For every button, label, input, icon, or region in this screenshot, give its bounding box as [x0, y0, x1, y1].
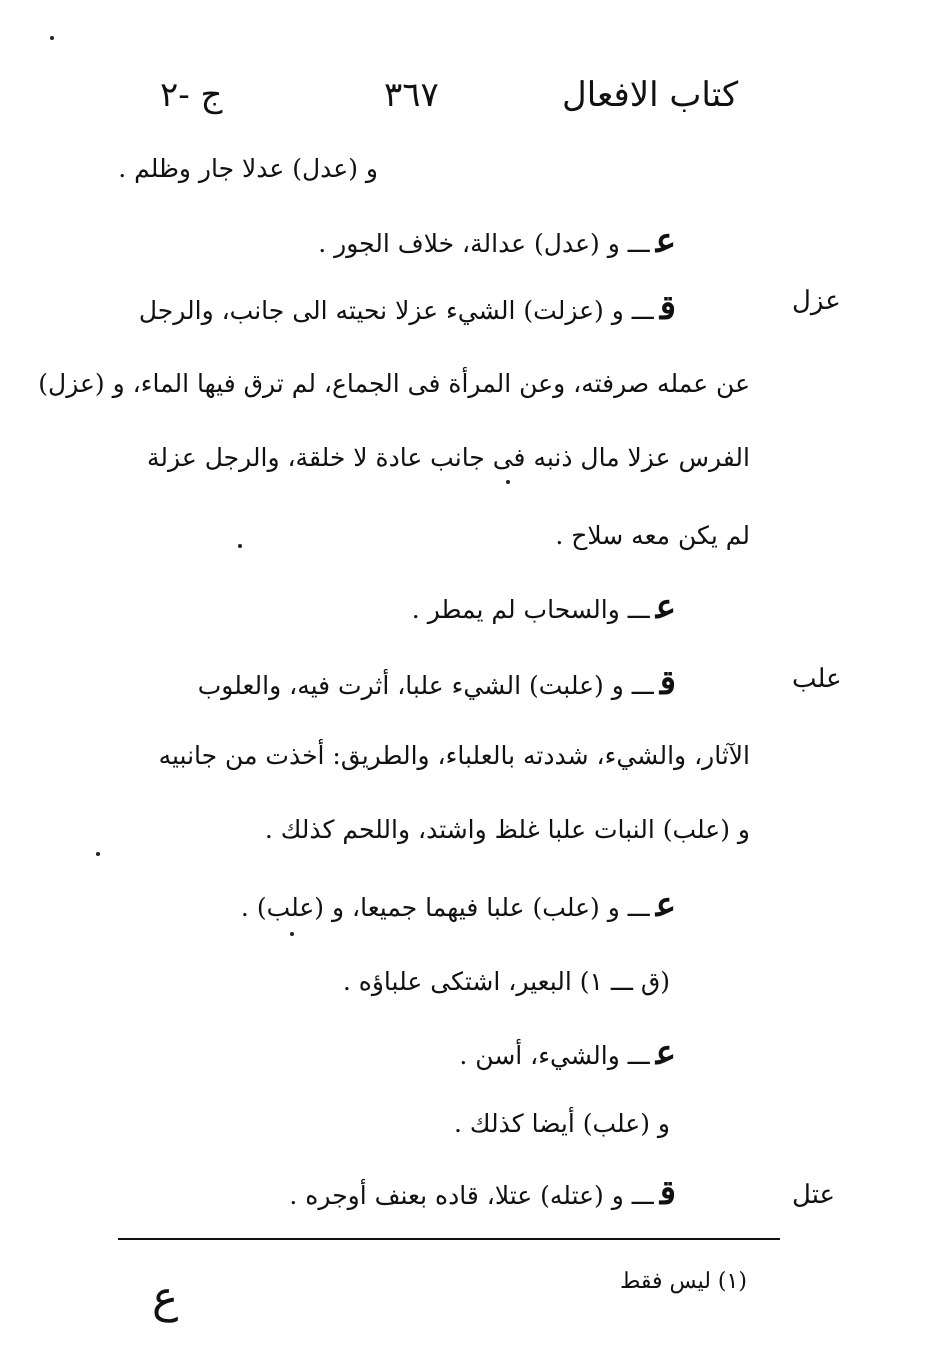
page-number: ٣٦٧: [384, 75, 439, 115]
scan-speck: [50, 36, 54, 40]
text-line: [318, 218, 676, 267]
signature-letter: ع: [152, 1272, 179, 1323]
line-text: ـــ و (علب) علبا فيهما جميعا، و (علب) .: [240, 893, 650, 922]
entry-mark: ع: [655, 885, 676, 925]
entry-mark: ع: [655, 221, 676, 261]
text-line: [555, 510, 756, 559]
text-line: [198, 660, 676, 709]
scan-speck: [290, 932, 294, 936]
line-text: ـــ و (عتله) عتلا، قاده بعنف أوجره .: [289, 1181, 654, 1210]
scan-speck: [238, 544, 242, 548]
line-text: لم يكن معه سلاح .: [555, 521, 750, 550]
text-line: [289, 1170, 676, 1219]
volume-label: ج -٢: [160, 75, 223, 115]
line-text: ـــ والسحاب لم يمطر .: [411, 595, 650, 624]
text-line: [454, 1098, 676, 1147]
text-line: [139, 285, 676, 334]
line-text: و (علب) أيضا كذلك .: [454, 1109, 670, 1138]
entry-mark: ق: [659, 663, 676, 703]
entry-mark: ع: [655, 1033, 676, 1073]
book-title: كتاب الافعال: [562, 75, 739, 115]
line-text: عن عمله صرفته، وعن المرأة فى الجماع، لم ترق فيها الماء، و (عزل): [38, 369, 750, 398]
line-text: ـــ و (عدل) عدالة، خلاف الجور .: [318, 229, 650, 258]
text-line: [459, 1030, 676, 1079]
text-line: [159, 730, 756, 779]
text-line: [147, 432, 756, 481]
footnote-rule: [118, 1238, 780, 1240]
headword-alb: علب: [792, 664, 842, 694]
text-line: [412, 584, 676, 633]
text-line: [118, 143, 384, 192]
line-text: الفرس عزلا مال ذنبه فى جانب عادة لا خلقة، والرجل عزلة: [147, 443, 750, 472]
entry-mark: ق: [659, 1173, 676, 1213]
line-text: ـــ و (عزلت) الشيء عزلا نحيته الى جانب، والرجل: [138, 296, 654, 325]
line-text: الآثار، والشيء، شددته بالعلباء، والطريق: أخذت من جانبيه: [158, 741, 750, 770]
entry-mark: ق: [659, 288, 676, 328]
text-line: [38, 358, 756, 407]
text-line: [265, 804, 756, 853]
headword-azl: عزل: [792, 286, 841, 316]
entry-mark: ع: [655, 587, 676, 627]
headword-atl: عتل: [792, 1180, 836, 1210]
line-text: و (علب) النبات علبا غلظ واشتد، واللحم كذلك .: [264, 815, 750, 844]
line-text: و (عدل) عدلا جار وظلم .: [118, 154, 378, 183]
scan-speck: [96, 852, 100, 856]
line-text: ـــ و (علبت) الشيء علبا، أثرت فيه، والعلوب: [197, 671, 654, 700]
line-text: (ق ـــ ١) البعير، اشتكى علباؤه .: [342, 967, 670, 996]
scan-speck: [506, 480, 510, 484]
text-line: [241, 882, 676, 931]
line-text: ـــ والشيء، أسن .: [459, 1041, 650, 1070]
text-line: [343, 956, 676, 1005]
footnote: (١) ليس فقط: [620, 1269, 747, 1294]
